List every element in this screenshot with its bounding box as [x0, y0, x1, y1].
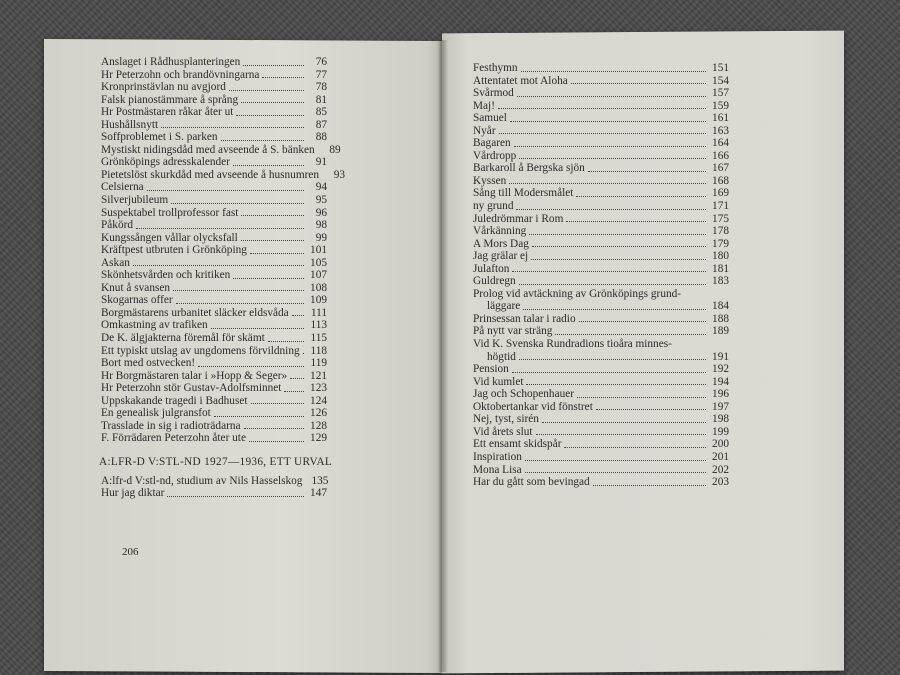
dot-leader [596, 408, 706, 410]
toc-entry-title: Grönköpings adresskalender [101, 156, 230, 169]
toc-entry-page: 147 [310, 487, 327, 500]
toc-entry-title: Omkastning av trafiken [101, 319, 208, 332]
toc-entry-page: 192 [712, 363, 729, 376]
toc-entry-page: 109 [310, 294, 327, 307]
toc-entry [101, 168, 346, 182]
toc-entry-page: 169 [712, 187, 729, 200]
toc-entry-title: Kronprinstävlan nu avgjord [101, 81, 226, 94]
toc-entry [101, 106, 327, 119]
toc-entry-page: 78 [315, 81, 327, 94]
toc-entry-title: A Mors Dag [473, 237, 529, 250]
toc-entry [101, 294, 327, 307]
toc-entry-title: Nej, tyst, sirén [473, 413, 539, 426]
dot-leader [284, 390, 304, 392]
toc-entry [473, 225, 729, 238]
dot-leader [249, 440, 304, 442]
toc-entry [473, 150, 729, 163]
dot-leader [531, 258, 706, 260]
toc-entry [473, 200, 729, 213]
toc-entry-title: Julafton [473, 262, 510, 275]
dot-leader [290, 377, 304, 379]
toc-entry [101, 319, 327, 332]
dot-leader [542, 421, 706, 423]
toc-entry-page: 198 [712, 413, 729, 426]
dot-leader [516, 208, 706, 210]
dot-leader [241, 101, 304, 103]
dot-leader [499, 132, 706, 134]
toc-entry [101, 345, 327, 358]
toc-entry-page: 157 [712, 87, 729, 100]
toc-entry [473, 125, 729, 138]
dot-leader [250, 252, 304, 254]
toc-entry-page: 87 [315, 118, 327, 131]
toc-entry-title: Nyår [473, 124, 496, 137]
toc-entry-title: F. Förrädaren Peterzohn åter ute [101, 432, 246, 445]
toc-entry-page: 194 [712, 375, 729, 388]
dot-leader [167, 495, 304, 497]
toc-entry [473, 338, 729, 351]
toc-entry [101, 69, 327, 82]
toc-entry [101, 119, 327, 132]
toc-entry-title: A:lfr-d V:stl-nd, studium av Nils Hasselskog [101, 474, 303, 487]
dot-leader [198, 365, 304, 367]
dot-leader [536, 433, 706, 435]
toc-entry-title: Barkaroll å Bergska sjön [473, 162, 585, 175]
dot-leader [241, 239, 304, 241]
toc-entry [473, 300, 729, 313]
toc-entry [101, 432, 327, 445]
dot-leader [675, 347, 706, 348]
toc-entry-page: 168 [712, 174, 729, 187]
toc-entry-page: 199 [712, 425, 729, 438]
toc-entry-page: 108 [310, 281, 327, 294]
dot-leader [161, 126, 304, 128]
toc-entry-title: Jag grälar ej [473, 250, 529, 263]
toc-entry-title: Vid kumlet [473, 375, 524, 388]
toc-entry [473, 75, 729, 88]
dot-leader [519, 358, 706, 360]
toc-entry-title: Påkörd [101, 219, 134, 232]
toc-entry-page: 121 [310, 369, 327, 382]
dot-leader [576, 195, 706, 197]
toc-entry [473, 438, 729, 451]
toc-entry-title: Prolog vid avtäckning av Grönköpings grund- [473, 287, 682, 300]
toc-entry-page: 167 [712, 162, 729, 175]
toc-entry-page: 159 [712, 99, 729, 112]
toc-entry-title: Hr Borgmästaren talar i »Hopp & Seger» [101, 369, 288, 382]
toc-entry-title: Kräftpest utbruten i Grönköping [101, 244, 247, 257]
dot-leader [176, 302, 304, 304]
toc-entry-title: Hushållsnytt [101, 118, 159, 131]
toc-entry-page: 164 [712, 137, 729, 150]
dot-leader [251, 402, 304, 404]
toc-entry-page: 107 [310, 269, 327, 282]
toc-entry-title: Sång till Modersmålet [473, 187, 574, 200]
toc-entry [473, 112, 729, 125]
toc-entry-page: 95 [315, 194, 327, 207]
dot-leader [512, 270, 706, 272]
toc-entry [101, 131, 327, 144]
toc-entry [101, 395, 327, 408]
toc-entry-page: 181 [712, 262, 729, 275]
toc-entry-title: Pension [473, 363, 509, 376]
toc-entry [101, 232, 327, 245]
toc-entry [473, 476, 729, 489]
toc-entry-title: Soffproblemet i S. parken [101, 131, 218, 144]
toc-entry-page: 98 [315, 219, 327, 232]
dot-leader [133, 264, 304, 266]
toc-entry-title: Ett typiskt utslag av ungdomens förvildning [101, 344, 300, 357]
toc-entry [473, 162, 729, 175]
dot-leader [221, 139, 304, 141]
toc-entry-title: Bagaren [473, 137, 511, 150]
toc-entry [473, 325, 729, 338]
toc-entry-page: 111 [310, 306, 327, 319]
toc-entry-page: 113 [310, 319, 327, 332]
toc-entry-page: 191 [712, 350, 729, 363]
toc-entry-page: 188 [712, 312, 729, 325]
toc-entry-page: 124 [310, 394, 327, 407]
toc-entry-page: 101 [310, 244, 327, 257]
toc-entry-page: 126 [310, 407, 327, 420]
toc-entry-page: 197 [712, 400, 729, 413]
dot-leader [510, 120, 706, 122]
toc-entry [101, 332, 327, 345]
toc-entry-title: högtid [487, 350, 516, 363]
toc-entry [473, 87, 729, 100]
toc-entry [473, 401, 729, 414]
dot-leader [244, 427, 304, 429]
toc-entry-title: Jag och Schopenhauer [473, 388, 575, 401]
toc-entry-page: 179 [712, 237, 729, 250]
dot-leader [519, 157, 706, 159]
toc-entry-page: 200 [712, 438, 729, 451]
toc-entry [101, 81, 327, 94]
toc-entry-page: 76 [315, 56, 327, 68]
toc-entry-title: Hr Peterzohn och brandövningarna [101, 68, 260, 81]
toc-entry-title: Falsk pianostämmare å språng [101, 93, 239, 106]
dot-leader [173, 289, 304, 291]
toc-entry-page: 85 [315, 106, 327, 119]
dot-leader [529, 233, 706, 235]
toc-entry-title: På nytt var sträng [473, 325, 553, 338]
toc-entry [473, 263, 729, 276]
toc-entry [101, 207, 327, 220]
toc-entry-title: läggare [487, 300, 521, 313]
dot-leader [588, 170, 706, 172]
toc-entry [101, 56, 327, 69]
toc-entry [473, 275, 729, 288]
dot-leader [171, 202, 304, 204]
toc-entry [101, 269, 327, 282]
toc-entry-title: Maj! [473, 99, 495, 112]
toc-entry [101, 257, 327, 270]
toc-entry [101, 407, 327, 420]
toc-entry [101, 307, 327, 320]
toc-entry-page: 94 [315, 181, 327, 194]
toc-entry-title: Bort med ostvecken! [101, 357, 196, 370]
toc-entry-title: Mona Lisa [473, 463, 522, 476]
toc-entry-title: Samuel [473, 112, 507, 125]
dot-leader [684, 296, 706, 297]
dot-leader [532, 245, 706, 247]
dot-leader [523, 308, 706, 310]
dot-leader [233, 164, 304, 166]
toc-entry-title: Pietetslöst skurkdåd med avseende å husnumren [101, 168, 320, 181]
toc-entry-title: Vårkänning [473, 225, 527, 238]
toc-entry-page: 189 [712, 325, 729, 338]
toc-entry-page: 99 [315, 231, 327, 244]
toc-entry-page: 96 [315, 206, 327, 219]
dot-leader [498, 107, 706, 109]
toc-entry-title: Vid K. Svenska Rundradions tioåra minnes- [473, 338, 672, 351]
toc-entry [473, 238, 729, 251]
toc-entry-title: Knut å svansen [101, 281, 171, 294]
toc-entry-page: 123 [310, 382, 327, 395]
dot-leader [571, 82, 706, 84]
toc-entry [473, 464, 729, 477]
dot-leader [525, 459, 706, 461]
toc-entry [473, 426, 729, 439]
toc-entry [101, 156, 327, 169]
toc-entry [101, 382, 327, 395]
toc-entry-title: Hr Postmästaren råkar åter ut [101, 106, 234, 119]
toc-entry [473, 363, 729, 376]
dot-leader [526, 383, 706, 385]
toc-entry-title: ny grund [473, 200, 514, 213]
toc-entry-title: Ett ensamt skidspår [473, 438, 562, 451]
book-gutter [438, 40, 448, 672]
toc-entry-title: Askan [101, 256, 130, 269]
toc-entry-page: 93 [333, 168, 346, 181]
toc-entry-title: Guldregn [473, 275, 516, 288]
toc-entry-page: 89 [329, 143, 341, 156]
toc-entry-page: 118 [310, 344, 327, 357]
toc-entry [473, 313, 729, 326]
toc-entry [473, 62, 729, 75]
toc-entry [473, 213, 729, 226]
toc-entry-title: Vid årets slut [473, 425, 533, 438]
toc-entry [473, 288, 729, 301]
toc-entry-page: 196 [712, 388, 729, 401]
toc-entry-title: Skogarnas offer [101, 294, 173, 307]
toc-entry [473, 388, 729, 401]
dot-leader [525, 471, 706, 473]
toc-entry [473, 250, 729, 263]
toc-entry [101, 94, 327, 107]
toc-entry-title: Har du gått som bevingad [473, 476, 590, 489]
toc-entry [101, 282, 327, 295]
dot-leader [521, 70, 706, 72]
toc-entry-page: 183 [712, 275, 729, 288]
toc-entry-title: Festhymn [473, 62, 518, 74]
dot-leader [512, 371, 706, 373]
dot-leader [229, 89, 304, 91]
dot-leader [292, 314, 304, 316]
dot-leader [136, 227, 304, 229]
toc-entry [101, 194, 327, 207]
dot-leader [243, 64, 304, 66]
toc-entry [473, 137, 729, 150]
toc-entry-page: 81 [315, 93, 327, 106]
toc-entry [473, 175, 729, 188]
toc-entry-page: 178 [712, 225, 729, 238]
toc-entry-page: 184 [712, 300, 729, 313]
toc-entry-title: Mystiskt nidingsdåd med avseende å S. bänken [101, 143, 315, 156]
toc-entry-page: 105 [310, 256, 327, 269]
toc-entry [101, 143, 341, 157]
toc-entry-page: 154 [712, 74, 729, 87]
left-table-of-contents [99, 56, 346, 500]
toc-entry [473, 376, 729, 389]
toc-entry-title: Borgmästarens urbanitet släcker eldsvåda [101, 306, 289, 319]
dot-leader [519, 283, 706, 285]
toc-entry-title: Trasslade in sig i radioträdarna [101, 419, 241, 432]
toc-entry-title: Hr Peterzohn stör Gustav-Adolfsminnet [101, 382, 282, 395]
section-heading: A:LFR-D V:STL-ND 1927—1936, ETT URVAL [99, 455, 333, 468]
page-number: 206 [122, 546, 139, 558]
toc-entry-page: 166 [712, 149, 729, 162]
toc-entry-title: De K. älgjakterna föremål för skämt [101, 332, 265, 345]
toc-entry-page: 91 [315, 156, 327, 169]
toc-entry-title: Vårdropp [473, 149, 517, 162]
toc-entry-title: Uppskakande tragedi i Badhuset [101, 394, 248, 407]
toc-entry-title: Oktobertankar vid fönstret [473, 400, 593, 413]
toc-entry [473, 451, 729, 464]
dot-leader [517, 95, 706, 97]
toc-entry [101, 219, 327, 232]
dot-leader [147, 189, 304, 191]
dot-leader [211, 327, 304, 329]
toc-entry-page: 175 [712, 212, 729, 225]
toc-entry-title: Celsierna [101, 181, 144, 194]
toc-entry-page: 201 [712, 450, 729, 463]
toc-entry [473, 413, 729, 426]
toc-entry-title: Prinsessan talar i radio [473, 312, 576, 325]
toc-entry-page: 115 [310, 332, 327, 345]
toc-entry-page: 203 [712, 476, 729, 489]
toc-entry-page: 161 [712, 112, 729, 125]
dot-leader [555, 333, 706, 335]
toc-entry-title: Suspektabel trollprofessor fast [101, 206, 239, 219]
toc-entry-title: Juledrömmar i Rom [473, 212, 564, 225]
toc-entry [473, 100, 729, 113]
toc-entry-title: En genealisk julgransfot [101, 407, 211, 420]
toc-entry-page: 88 [315, 131, 327, 144]
toc-entry-page: 180 [712, 250, 729, 263]
toc-entry [101, 487, 327, 500]
dot-leader [579, 320, 706, 322]
toc-entry-page: 151 [712, 62, 729, 74]
dot-leader [566, 220, 706, 222]
dot-leader [268, 340, 304, 342]
toc-entry-page: 163 [712, 124, 729, 137]
toc-entry [473, 187, 729, 200]
dot-leader [262, 76, 304, 78]
toc-entry-title: Kyssen [473, 174, 507, 187]
toc-entry-title: Attentatet mot Aloha [473, 74, 568, 87]
dot-leader [514, 145, 706, 147]
dot-leader [233, 277, 304, 279]
toc-entry-page: 119 [310, 357, 327, 370]
toc-entry-title: Svårmod [473, 87, 514, 100]
dot-leader [236, 114, 304, 116]
toc-entry-title: Inspiration [473, 450, 522, 463]
dot-leader [303, 352, 304, 354]
dot-leader [577, 396, 706, 398]
toc-entry-title: Skönhetsvården och kritiken [101, 269, 231, 282]
toc-entry [101, 244, 327, 257]
right-table-of-contents [473, 62, 729, 489]
toc-entry-page: 171 [712, 200, 729, 213]
dot-leader [564, 446, 706, 448]
toc-entry-title: Silverjubileum [101, 194, 169, 207]
dot-leader [509, 182, 706, 184]
toc-entry-page: 77 [315, 68, 327, 81]
toc-entry-page: 128 [310, 419, 327, 432]
toc-entry-title: Hur jag diktar [101, 487, 165, 500]
toc-entry [101, 370, 327, 383]
toc-entry-page: 129 [310, 432, 327, 445]
toc-entry [101, 181, 327, 194]
toc-entry-page: 202 [712, 463, 729, 476]
dot-leader [241, 214, 304, 216]
dot-leader [593, 484, 706, 486]
toc-entry [101, 475, 327, 488]
toc-entry-title: Anslaget i Rådhusplanteringen [101, 56, 241, 68]
toc-entry [101, 357, 327, 370]
toc-entry [473, 351, 729, 364]
toc-entry-title: Kungssången vållar olycksfall [101, 231, 238, 244]
toc-entry [101, 420, 327, 433]
dot-leader [214, 415, 304, 417]
toc-entry-page: 135 [311, 474, 329, 487]
